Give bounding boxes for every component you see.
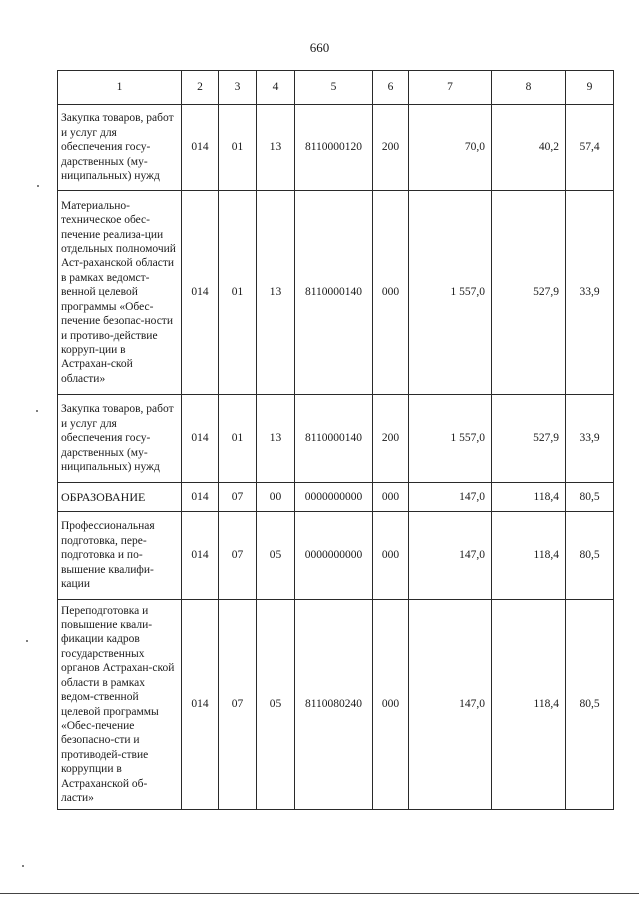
column-header: 1: [58, 71, 182, 105]
cell-c6: 200: [373, 105, 409, 191]
scan-speck: [37, 185, 39, 187]
table-row: [58, 191, 614, 395]
cell-c4: 00: [257, 483, 295, 512]
cell-c2: 014: [182, 191, 219, 395]
scan-speck: [26, 640, 28, 642]
cell-c3: 01: [219, 395, 257, 483]
cell-c6: 200: [373, 395, 409, 483]
scan-speck: [36, 410, 38, 412]
cell-c3: 07: [219, 512, 257, 600]
cell-c6: 000: [373, 483, 409, 512]
column-header: 7: [409, 71, 492, 105]
cell-c2: 014: [182, 600, 219, 810]
cell-c6: 000: [373, 600, 409, 810]
table-header-row: [58, 71, 614, 105]
row-name: Профессиональная подготовка, пере-подготовка и по-вышение квалифи-кации: [58, 512, 182, 600]
page-bottom-rule: [0, 893, 639, 894]
cell-c9: 80,5: [566, 512, 614, 600]
cell-c3: 01: [219, 105, 257, 191]
table-row: [58, 512, 614, 600]
cell-c4: 13: [257, 191, 295, 395]
cell-c9: 80,5: [566, 483, 614, 512]
cell-c8: 527,9: [492, 191, 566, 395]
column-header: 3: [219, 71, 257, 105]
column-header: 9: [566, 71, 614, 105]
column-header: 6: [373, 71, 409, 105]
row-name: Закупка товаров, работ и услуг для обеспечения госу-дарственных (му-ниципальных) нужд: [58, 105, 182, 191]
cell-c8: 40,2: [492, 105, 566, 191]
cell-c7: 1 557,0: [409, 191, 492, 395]
cell-c8: 118,4: [492, 600, 566, 810]
cell-c9: 57,4: [566, 105, 614, 191]
row-name: Переподготовка и повышение квали-фикации кадров государственных органов Астрахан-ской области в рамках ведом-ственной целевой программы «Обес-печение безопасно-сти и противодей-ствие коррупции в Астраханской об-ласти»: [58, 600, 182, 810]
column-header: 8: [492, 71, 566, 105]
cell-c3: 07: [219, 483, 257, 512]
cell-c8: 527,9: [492, 395, 566, 483]
table-row: [58, 600, 614, 810]
page-number: 660: [309, 40, 330, 55]
cell-c7: 70,0: [409, 105, 492, 191]
cell-c9: 33,9: [566, 191, 614, 395]
table-row: [58, 105, 614, 191]
cell-c7: 147,0: [409, 512, 492, 600]
cell-c5: 8110000140: [295, 191, 373, 395]
budget-table: [57, 70, 614, 810]
cell-c9: 33,9: [566, 395, 614, 483]
cell-c4: 13: [257, 105, 295, 191]
cell-c6: 000: [373, 191, 409, 395]
row-name: Закупка товаров, работ и услуг для обеспечения госу-дарственных (му-ниципальных) нужд: [58, 395, 182, 483]
cell-c5: 0000000000: [295, 512, 373, 600]
cell-c7: 1 557,0: [409, 395, 492, 483]
cell-c2: 014: [182, 105, 219, 191]
column-header: 4: [257, 71, 295, 105]
cell-c5: 8110000140: [295, 395, 373, 483]
cell-c3: 01: [219, 191, 257, 395]
row-name: Материально-техническое обес-печение реализа-ции отдельных полномочий Аст-раханской области в рамках ведомст-венной целевой программы «Обес-печение безопас-ности и противо-действие корруп-ции в Астрахан-ской области»: [58, 191, 182, 395]
cell-c7: 147,0: [409, 483, 492, 512]
cell-c2: 014: [182, 512, 219, 600]
cell-c5: 8110080240: [295, 600, 373, 810]
cell-c6: 000: [373, 512, 409, 600]
table-row: [58, 483, 614, 512]
column-header: 5: [295, 71, 373, 105]
table-row: [58, 395, 614, 483]
cell-c7: 147,0: [409, 600, 492, 810]
cell-c5: 8110000120: [295, 105, 373, 191]
column-header: 2: [182, 71, 219, 105]
cell-c5: 0000000000: [295, 483, 373, 512]
cell-c9: 80,5: [566, 600, 614, 810]
scan-speck: [22, 865, 24, 867]
cell-c4: 13: [257, 395, 295, 483]
cell-c2: 014: [182, 483, 219, 512]
cell-c8: 118,4: [492, 483, 566, 512]
cell-c2: 014: [182, 395, 219, 483]
cell-c8: 118,4: [492, 512, 566, 600]
cell-c4: 05: [257, 512, 295, 600]
cell-c3: 07: [219, 600, 257, 810]
row-name: ОБРАЗОВАНИЕ: [58, 483, 182, 512]
cell-c4: 05: [257, 600, 295, 810]
